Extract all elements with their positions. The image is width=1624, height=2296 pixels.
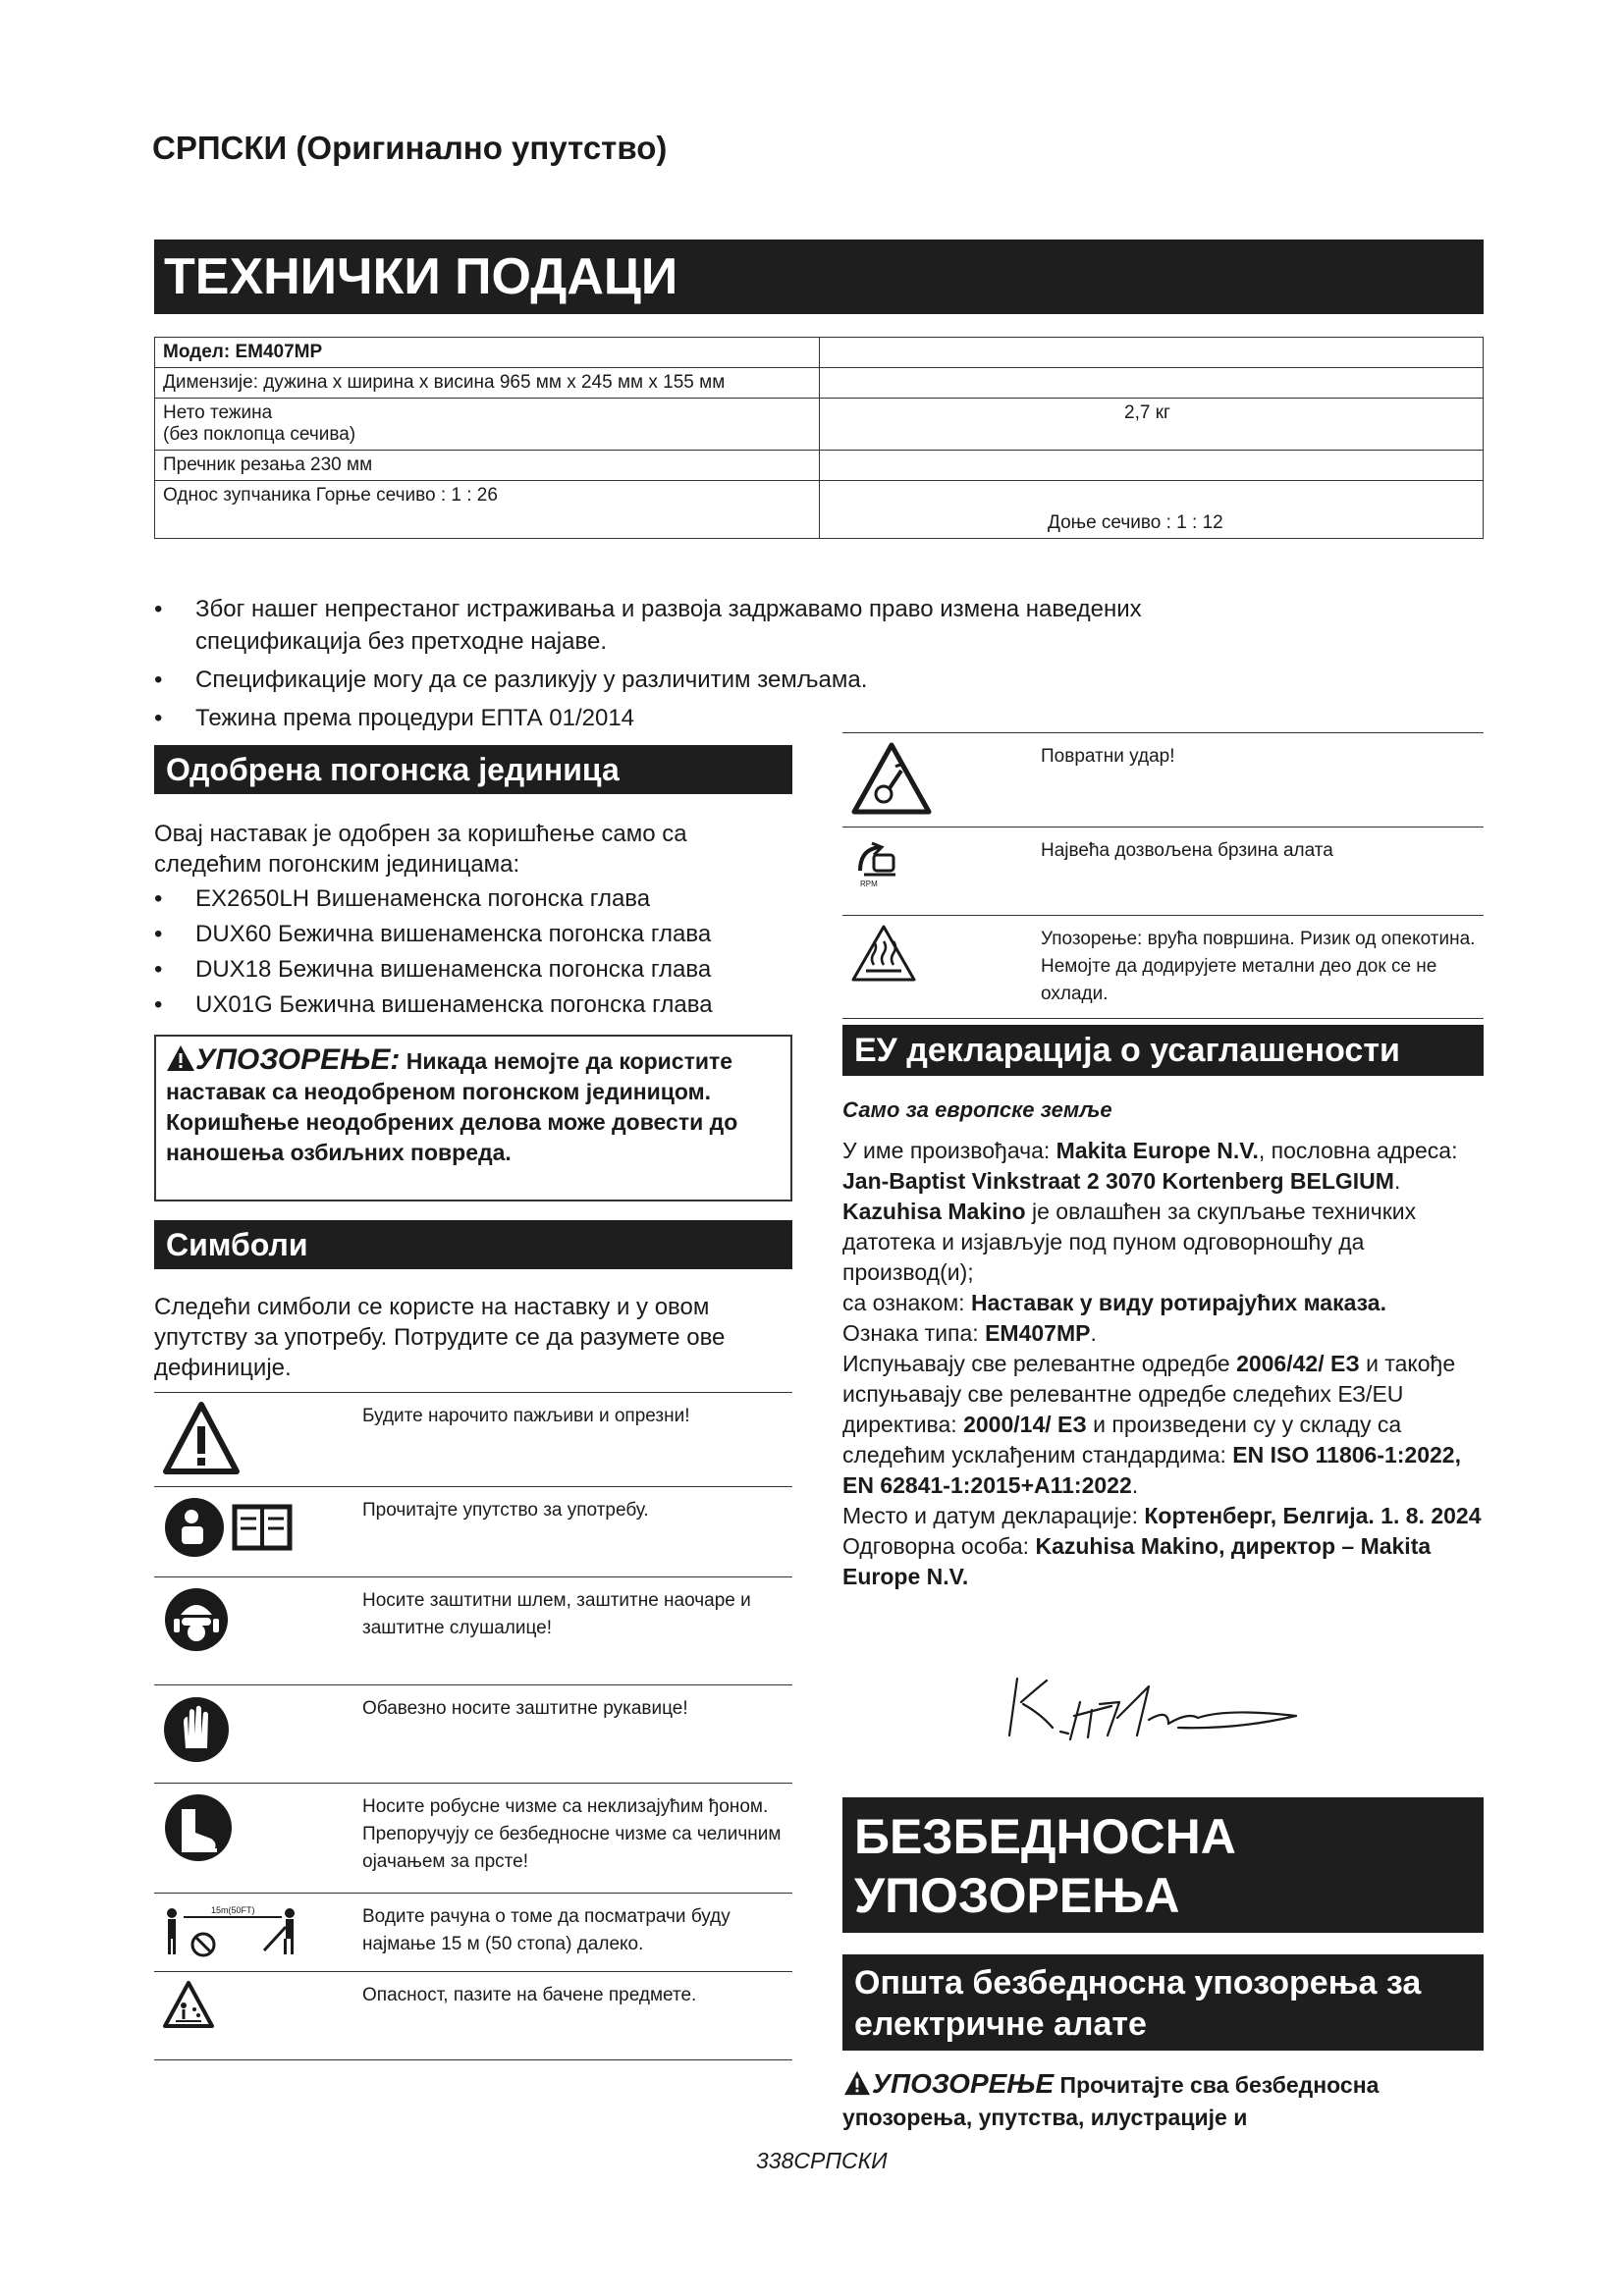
list-item: • UX01G Бежична вишенаменска погонска глава [154,988,792,1023]
symbols-heading: Симболи [154,1220,792,1269]
eu-text: Место и датум декларације: [842,1503,1145,1528]
eu-directive: 2006/42/ ЕЗ [1236,1351,1360,1376]
symbol-icon-cell [842,733,1037,828]
eu-text: и произведени су у складу са следећим усклађеним стандардима: [842,1412,1402,1468]
keep-distance-icon [162,1901,309,1962]
safety-title-line: УПОЗОРЕЊА [854,1868,1180,1923]
spec-net-weight-value: 2,7 кг [820,399,1484,451]
table-row [842,916,1484,1019]
hot-surface-icon [850,924,917,983]
eu-text: . [1131,1472,1139,1498]
gloves-icon [162,1693,231,1766]
warning-label: УПОЗОРЕЊЕ: [195,1043,401,1076]
safety-title-line: БЕЗБЕДНОСНА [854,1809,1236,1864]
list-item: • Спецификације могу да се разликују у различитим земљама. [154,664,1489,696]
safety-warnings-heading [842,1797,1484,1933]
power-unit-warning-box [154,1035,792,1201]
table-row [154,1577,792,1685]
eu-address: Jan-Baptist Vinkstraat 2 3070 Kortenberg BELGIUM [842,1168,1394,1194]
eu-paragraph [842,1288,1484,1318]
eu-subtitle: Само за европске земље [842,1097,1112,1122]
eu-declaration-heading: ЕУ декларација о усаглашености [842,1025,1484,1076]
symbols-table-right [842,732,1484,1019]
distance-label: 15m(50FT) [211,1905,255,1915]
table-row [154,1685,792,1784]
spec-notes [154,593,1489,734]
eu-standards: EN ISO 11806-1:2022, EN 62841-1:2015+A11:2022 [842,1442,1461,1498]
spec-dimensions: Димензије: дужина x ширина x висина 965 мм x 245 мм x 155 мм [155,368,820,399]
power-unit-list [154,881,792,1023]
eu-declaration-text [842,1136,1484,1592]
eu-paragraph [842,1501,1484,1531]
eu-text: и такође испуњавају све релевантне одредбе следећих ЕЗ/EU директива: [842,1351,1456,1437]
table-row [155,451,1484,481]
language-title: СРПСКИ (Оригинално упутство) [152,130,668,166]
symbol-icon-cell [842,828,1037,916]
general-safety-heading [842,1954,1484,2051]
eu-paragraph [842,1531,1484,1592]
eu-text: са ознаком: [842,1290,971,1315]
eu-paragraph [842,1349,1484,1501]
warning-text: Никада немојте да користите наставак са неодобреном погонском јединицом. Коришћење неодобрених делова може довести до наношења озбиљних повреда. [166,1048,738,1165]
symbol-text: Водите рачуна о томе да посматрачи буду најмање 15 м (50 стопа) далеко. [358,1894,792,1972]
eu-paragraph [842,1318,1484,1349]
eu-text: Ознака типа: [842,1320,986,1346]
symbol-text: Носите робусне чизме са неклизајућим ђоном. Препоручују се безбедносне чизме са челичним ојачањем за прсте! [358,1784,792,1894]
list-item: • Због нашег непрестаног истраживања и развоја задржавамо право измена наведених спецификација без претходне најаве. [154,593,1489,658]
symbols-table-left [154,1392,792,2060]
symbol-text: Обавезно носите заштитне рукавице! [358,1685,792,1784]
table-row [155,338,1484,368]
eu-text: Одговорна особа: [842,1533,1036,1559]
spec-dimensions-value [820,368,1484,399]
symbol-icon-cell [842,916,1037,1019]
eu-text: , пословна адреса: [1258,1138,1458,1163]
symbol-icon-cell [154,1894,358,1972]
spec-model-value [820,338,1484,368]
eu-place-date: Кортенберг, Белгија. 1. 8. 2024 [1144,1503,1482,1528]
spec-table [154,337,1484,539]
list-item: • Тежина према процедури ЕПТА 01/2014 [154,702,1489,734]
eu-text: Испуњавају све релевантне одредбе [842,1351,1237,1376]
symbol-icon-cell [154,1577,358,1685]
boots-icon [162,1791,235,1864]
list-item: • EX2650LH Вишенаменска погонска глава [154,881,792,917]
power-unit-intro: Овај наставак је одобрен за коришћење само са следећим погонским јединицама: [154,821,687,878]
table-row [154,1393,792,1487]
symbol-text: Прочитајте упутство за употребу. [358,1487,792,1577]
table-row [842,733,1484,828]
eu-product: Наставак у виду ротирајућих маказа. [970,1290,1386,1315]
kickback-icon [850,741,933,816]
table-row [154,1784,792,1894]
safety-read-warning [842,2067,1484,2134]
thrown-objects-icon [162,1980,215,2029]
eu-text: У име произвођача: [842,1138,1056,1163]
symbol-icon-cell [154,1784,358,1894]
table-row [155,368,1484,399]
symbol-text: Повратни удар! [1037,733,1484,828]
warning-label: УПОЗОРЕЊЕ [872,2068,1055,2099]
protective-gear-icon [162,1585,231,1654]
list-item: • DUX18 Бежична вишенаменска погонска глава [154,952,792,988]
symbols-intro: Следећи симболи се користе на наставку и у овом упутству за употребу. Потрудите се да разумете ове дефиниције. [154,1294,726,1381]
general-safety-line: електричне алате [854,2005,1147,2043]
eu-text: . [1393,1168,1401,1194]
table-row [842,828,1484,916]
warning-triangle-icon [166,1044,195,1072]
spec-cutting-diameter-value [820,451,1484,481]
read-manual-icon [162,1495,299,1560]
spec-model: Модел: EM407MP [155,338,820,368]
symbol-icon-cell [154,1972,358,2060]
tech-data-heading: ТЕХНИЧКИ ПОДАЦИ [154,240,1484,314]
symbol-text: Опасност, пазите на бачене предмете. [358,1972,792,2060]
warning-triangle-icon [162,1401,241,1475]
spec-gear-ratio: Однос зупчаника Горње сечиво : 1 : 26 [155,481,820,539]
symbol-icon-cell [154,1393,358,1487]
symbol-icon-cell [154,1685,358,1784]
general-safety-line: Општа безбедносна упозорења за [854,1964,1422,2002]
spec-gear-ratio-lower: Доње сечиво : 1 : 12 [820,481,1484,539]
symbol-text: Будите нарочито пажљиви и опрезни! [358,1393,792,1487]
table-row [154,1487,792,1577]
eu-authorized-person: Kazuhisa Makino [842,1199,1026,1224]
eu-type: EM407MP [985,1320,1091,1346]
eu-manufacturer: Makita Europe N.V. [1056,1138,1259,1163]
page-number: 338СРПСКИ [756,2148,888,2173]
symbol-icon-cell [154,1487,358,1577]
symbol-text: Највећа дозвољена брзина алата [1037,828,1484,916]
table-row [154,1894,792,1972]
eu-text: је овлашћен за скупљање техничких датотека и изјављује под пуном одговорношћу да производ(и); [842,1199,1417,1285]
table-row [155,399,1484,451]
power-unit-heading: Одобрена погонска јединица [154,745,792,794]
warning-text: Прочитајте сва безбедносна упозорења, упутства, илустрације и [842,2072,1380,2130]
eu-responsible-person: Kazuhisa Makino, директор – Makita Europe N.V. [842,1533,1432,1589]
spec-cutting-diameter: Пречник резања 230 мм [155,451,820,481]
symbol-text: Носите заштитни шлем, заштитне наочаре и заштитне слушалице! [358,1577,792,1685]
spec-net-weight: Нето тежина (без поклопца сечива) [155,399,820,451]
max-speed-icon [850,835,909,890]
eu-paragraph [842,1136,1484,1288]
table-row [154,1972,792,2060]
rpm-label: RPM [860,880,878,888]
eu-directive: 2000/14/ ЕЗ [963,1412,1087,1437]
symbol-text: Упозорење: врућа површина. Ризик од опекотина. Немојте да додирујете метални део док се не охлади. [1037,916,1484,1019]
table-row [155,481,1484,539]
warning-triangle-icon [842,2070,872,2096]
signature [1001,1659,1316,1747]
list-item: • DUX60 Бежична вишенаменска погонска глава [154,917,792,952]
eu-text: . [1090,1320,1097,1346]
